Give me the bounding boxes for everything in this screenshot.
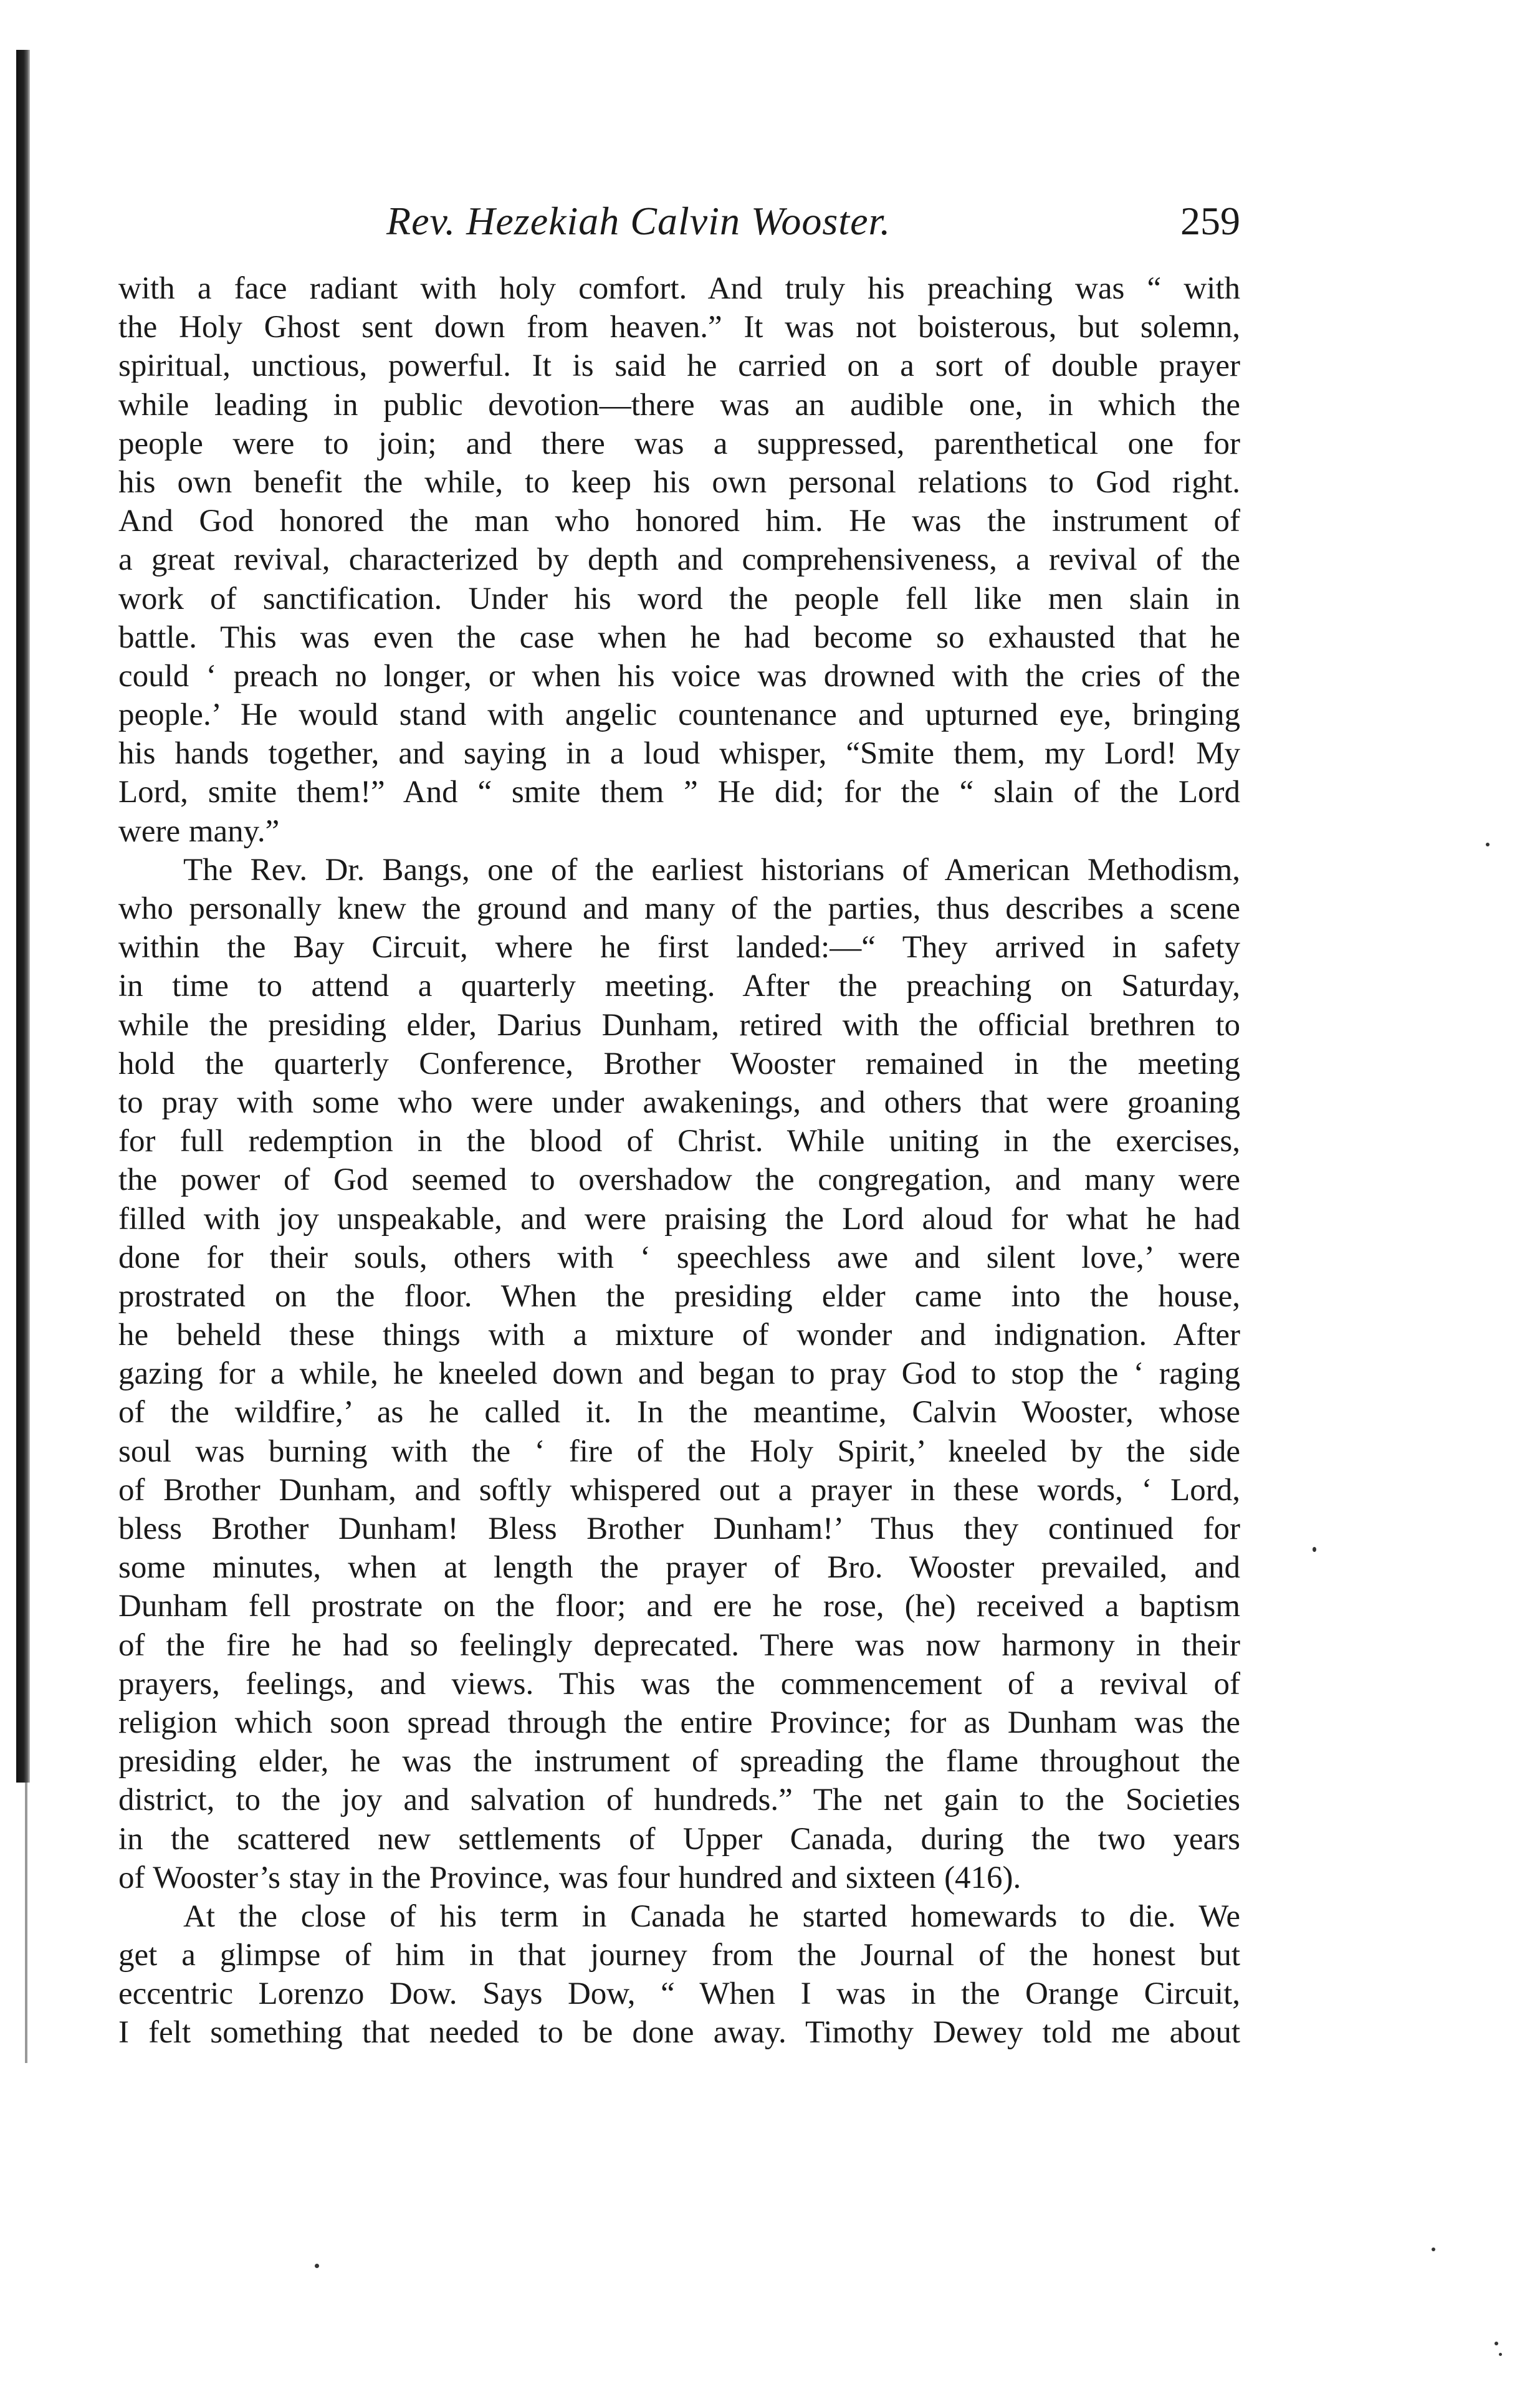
text-line: for full redemption in the blood of Christ. While uniting in the exercises, <box>118 1124 1240 1159</box>
text-line: prayers, feelings, and views. This was the commencement of a revival of <box>118 1666 1240 1702</box>
text-line: a great revival, characterized by depth and comprehensiveness, a revival of the <box>118 542 1240 578</box>
text-line: people were to join; and there was a suppressed, parenthetical one for <box>118 426 1240 461</box>
text-line: filled with joy unspeakable, and were praising the Lord aloud for what he had <box>118 1201 1240 1237</box>
book-binding-edge <box>16 50 30 1783</box>
page-number: 259 <box>1180 199 1240 243</box>
text-line: of the wildfire,’ as he called it. In the meantime, Calvin Wooster, whose <box>118 1395 1240 1430</box>
paragraph-end-line: were many.” <box>118 813 280 849</box>
text-line: hold the quarterly Conference, Brother Wooster remained in the meeting <box>118 1046 1240 1081</box>
text-line: Lord, smite them!” And “ smite them ” He did; for the “ slain of the Lord <box>118 775 1240 810</box>
text-line: who personally knew the ground and many of the parties, thus describes a scene <box>118 891 1240 926</box>
text-line: the Holy Ghost sent down from heaven.” It was not boisterous, but solemn, <box>118 310 1240 345</box>
text-line: of the fire he had so feelingly deprecated. There was now harmony in their <box>118 1627 1240 1663</box>
text-line: could ‘ preach no longer, or when his voice was drowned with the cries of the <box>118 658 1240 694</box>
paragraph-first-line: The Rev. Dr. Bangs, one of the earliest historians of American Methodism, <box>183 852 1240 888</box>
body-text <box>118 269 1240 2052</box>
scan-speck <box>1313 1547 1316 1552</box>
text-line: get a glimpse of him in that journey from the Journal of the honest but <box>118 1938 1240 1973</box>
text-line: spiritual, unctious, powerful. It is said he carried on a sort of double prayer <box>118 348 1240 384</box>
text-line: And God honored the man who honored him. He was the instrument of <box>118 504 1240 539</box>
book-binding-edge-lower <box>25 1783 27 2063</box>
text-line: battle. This was even the case when he had become so exhausted that he <box>118 620 1240 655</box>
text-line: the power of God seemed to overshadow the congregation, and many were <box>118 1162 1240 1198</box>
text-line: some minutes, when at length the prayer of Bro. Wooster prevailed, and <box>118 1550 1240 1586</box>
text-line: in the scattered new settlements of Upper Canada, during the two years <box>118 1821 1240 1857</box>
text-line: bless Brother Dunham! Bless Brother Dunham!’ Thus they continued for <box>118 1511 1240 1546</box>
text-line: while the presiding elder, Darius Dunham, retired with the official brethren to <box>118 1007 1240 1043</box>
text-line: religion which soon spread through the entire Province; for as Dunham was the <box>118 1705 1240 1740</box>
text-line: presiding elder, he was the instrument of spreading the flame throughout the <box>118 1744 1240 1779</box>
text-line: while leading in public devotion—there was an audible one, in which the <box>118 387 1240 423</box>
text-line: I felt something that needed to be done away. Timothy Dewey told me about <box>118 2015 1240 2051</box>
text-line: gazing for a while, he kneeled down and began to pray God to stop the ‘ raging <box>118 1356 1240 1392</box>
text-line: with a face radiant with holy comfort. And truly his preaching was “ with <box>118 271 1240 306</box>
text-line: done for their souls, others with ‘ speechless awe and silent love,’ were <box>118 1240 1240 1275</box>
text-line: eccentric Lorenzo Dow. Says Dow, “ When I was in the Orange Circuit, <box>118 1976 1240 2012</box>
scan-speck <box>1432 2248 1435 2251</box>
text-line: of Brother Dunham, and softly whispered out a prayer in these words, ‘ Lord, <box>118 1472 1240 1508</box>
text-line: soul was burning with the ‘ fire of the Holy Spirit,’ kneeled by the side <box>118 1434 1240 1469</box>
scan-speck <box>315 2264 319 2268</box>
paragraph-first-line: At the close of his term in Canada he started homewards to die. We <box>183 1898 1240 1934</box>
scan-speck <box>1486 843 1490 846</box>
text-line: his own benefit the while, to keep his own personal relations to God right. <box>118 464 1240 500</box>
running-head-title: Rev. Hezekiah Calvin Wooster. <box>386 199 891 243</box>
text-line: district, to the joy and salvation of hundreds.” The net gain to the Societies <box>118 1783 1240 1818</box>
text-line: work of sanctification. Under his word the people fell like men slain in <box>118 581 1240 616</box>
text-line: prostrated on the floor. When the presiding elder came into the house, <box>118 1278 1240 1314</box>
text-line: within the Bay Circuit, where he first landed:—“ They arrived in safety <box>118 930 1240 965</box>
text-line: in time to attend a quarterly meeting. After the preaching on Saturday, <box>118 969 1240 1004</box>
text-line: people.’ He would stand with angelic countenance and upturned eye, bringing <box>118 697 1240 733</box>
scan-speck <box>1499 2353 1502 2356</box>
text-line: to pray with some who were under awakenings, and others that were groaning <box>118 1084 1240 1120</box>
scan-speck <box>1495 2342 1498 2345</box>
text-line: his hands together, and saying in a loud whisper, “Smite them, my Lord! My <box>118 736 1240 772</box>
text-line: he beheld these things with a mixture of wonder and indignation. After <box>118 1318 1240 1353</box>
paragraph-end-line: of Wooster’s stay in the Province, was four hundred and sixteen (416). <box>118 1860 1021 1895</box>
text-line: Dunham fell prostrate on the floor; and ere he rose, (he) received a baptism <box>118 1589 1240 1624</box>
running-head <box>118 198 1240 254</box>
